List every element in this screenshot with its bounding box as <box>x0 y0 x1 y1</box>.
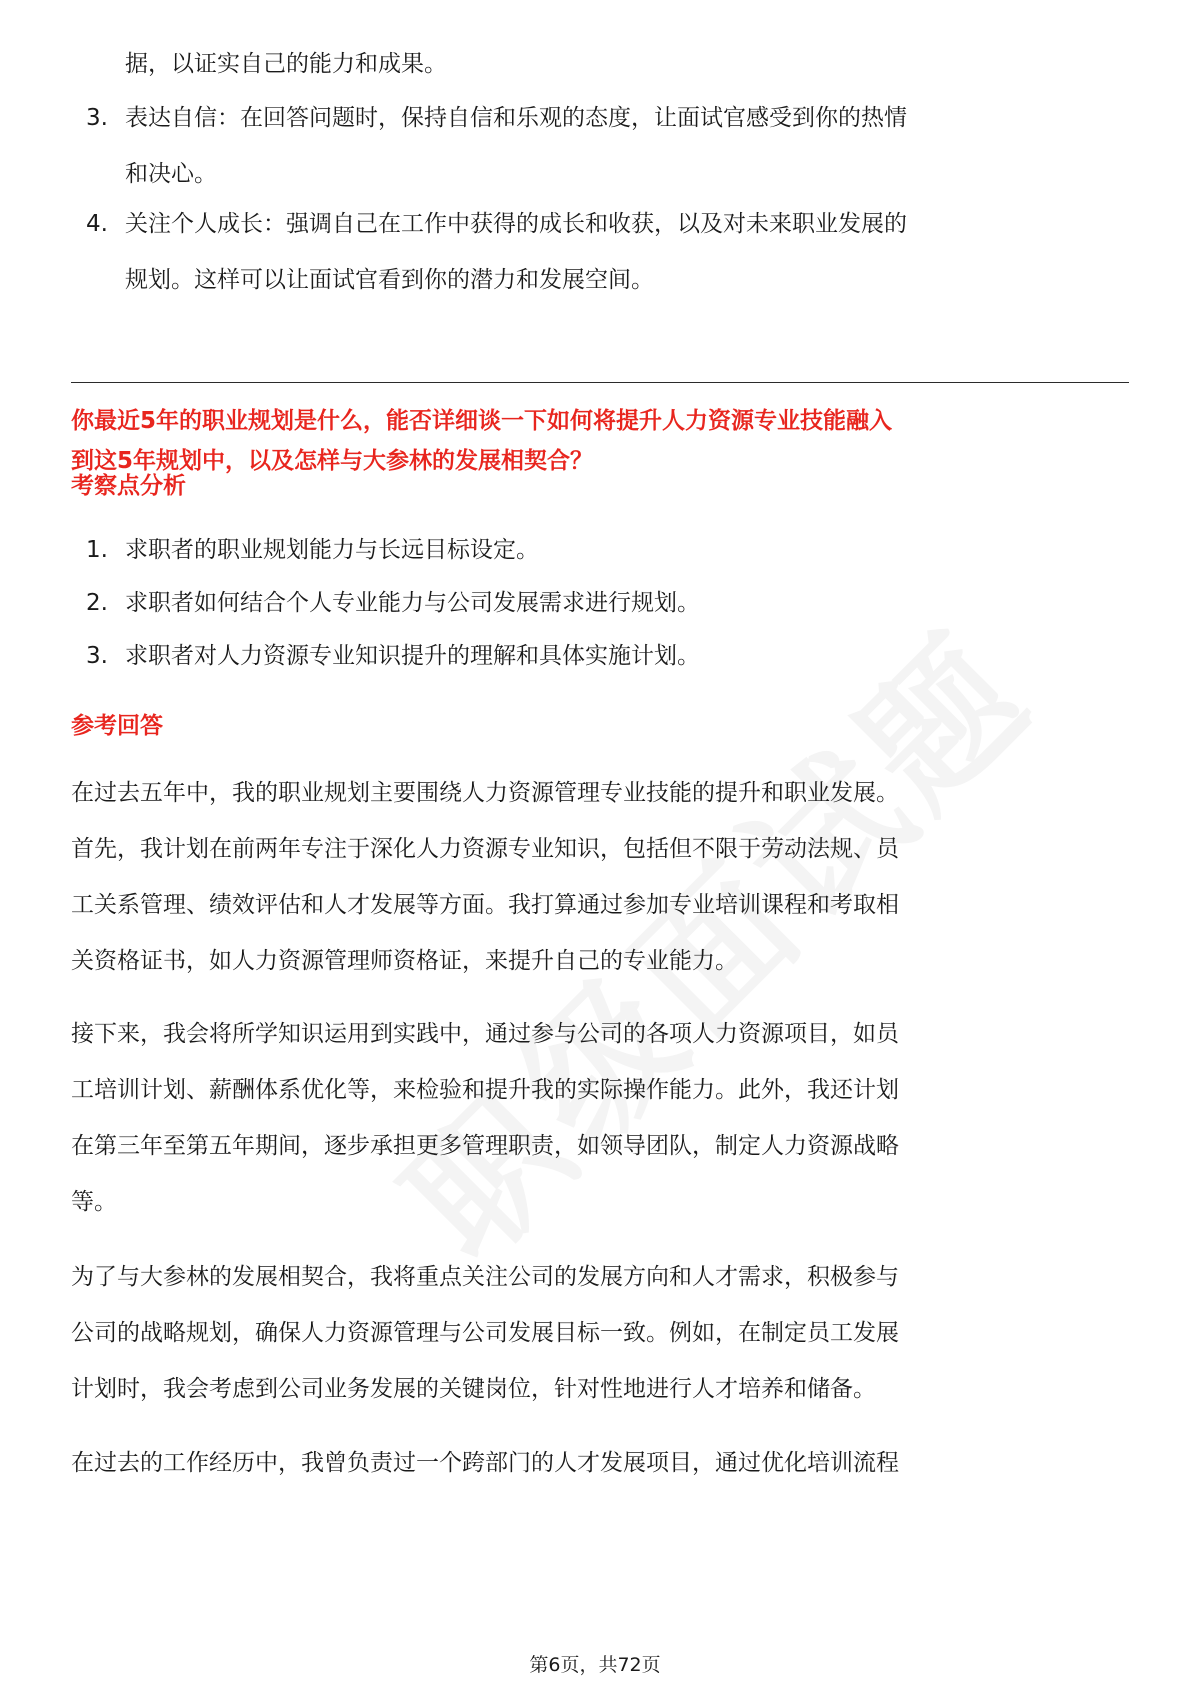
answer-paragraph <box>71 765 1129 989</box>
question-heading <box>71 401 1129 481</box>
paragraph-line: 关资格证书，如人力资源管理师资格证，来提升自己的专业能力。 <box>71 948 738 974</box>
paragraph-line: 接下来，我会将所学知识运用到实践中，通过参与公司的各项人力资源项目，如员 <box>71 1021 899 1047</box>
paragraph-line: 工关系管理、绩效评估和人才发展等方面。我打算通过参加专业培训课程和考取相 <box>71 892 899 918</box>
paragraph-line: 在第三年至第五年期间，逐步承担更多管理职责，如领导团队，制定人力资源战略 <box>71 1133 899 1159</box>
list-item-text: 和决心。 <box>125 161 217 187</box>
list-item-number: 3. <box>86 105 108 131</box>
paragraph-line: 在过去的工作经历中，我曾负责过一个跨部门的人才发展项目，通过优化培训流程 <box>71 1450 899 1476</box>
list-item-text: 求职者的职业规划能力与长远目标设定。 <box>125 537 539 563</box>
paragraph-line: 计划时，我会考虑到公司业务发展的关键岗位，针对性地进行人才培养和储备。 <box>71 1376 876 1402</box>
answer-paragraph <box>71 1006 1129 1230</box>
list-item-text: 关注个人成长：强调自己在工作中获得的成长和收获，以及对未来职业发展的 <box>125 211 907 237</box>
list-item-text: 求职者对人力资源专业知识提升的理解和具体实施计划。 <box>125 643 700 669</box>
list-item-number: 4. <box>86 211 108 237</box>
list-item-text: 规划。这样可以让面试官看到你的潜力和发展空间。 <box>125 267 654 293</box>
list-item-number: 3. <box>86 643 108 669</box>
paragraph-line: 工培训计划、薪酬体系优化等，来检验和提升我的实际操作能力。此外，我还计划 <box>71 1077 899 1103</box>
paragraph-line: 为了与大参林的发展相契合，我将重点关注公司的发展方向和人才需求，积极参与 <box>71 1264 899 1290</box>
question-line: 你最近5年的职业规划是什么，能否详细谈一下如何将提升人力资源专业技能融入 <box>71 408 893 434</box>
answer-heading: 参考回答 <box>71 713 163 739</box>
list-item-text: 表达自信：在回答问题时，保持自信和乐观的态度，让面试官感受到你的热情 <box>125 105 907 131</box>
section-divider <box>71 382 1129 383</box>
paragraph-line: 公司的战略规划，确保人力资源管理与公司发展目标一致。例如，在制定员工发展 <box>71 1320 899 1346</box>
analysis-heading: 考察点分析 <box>71 473 186 499</box>
question-line: 到这5年规划中，以及怎样与大参林的发展相契合？ <box>71 448 594 474</box>
page-number: 第6页，共72页 <box>529 1654 661 1676</box>
answer-paragraph <box>71 1435 1129 1491</box>
list-item-number: 1. <box>86 537 108 563</box>
list-item-number: 2. <box>86 590 108 616</box>
list-item-text: 据，以证实自己的能力和成果。 <box>125 51 447 77</box>
paragraph-line: 等。 <box>71 1189 117 1215</box>
paragraph-line: 首先，我计划在前两年专注于深化人力资源专业知识，包括但不限于劳动法规、员 <box>71 836 899 862</box>
paragraph-line: 在过去五年中，我的职业规划主要围绕人力资源管理专业技能的提升和职业发展。 <box>71 780 899 806</box>
answer-paragraph <box>71 1249 1129 1417</box>
list-item-text: 求职者如何结合个人专业能力与公司发展需求进行规划。 <box>125 590 700 616</box>
